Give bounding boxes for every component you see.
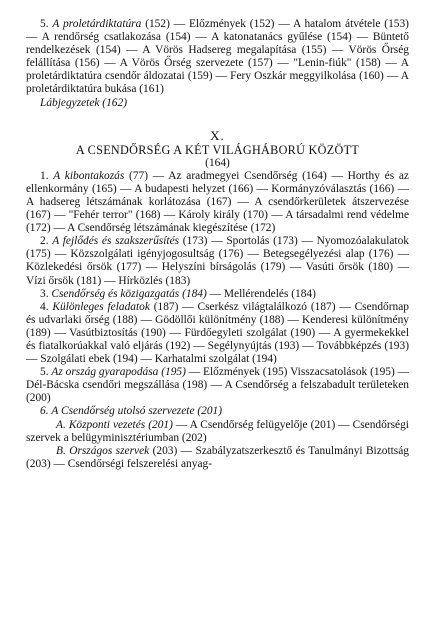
toc-entry-kibontakozas <box>26 170 409 235</box>
section-title: A proletárdiktatúra <box>52 18 142 30</box>
subsection-label: B. <box>56 444 66 457</box>
toc-entry-kulonleges <box>26 301 409 366</box>
toc-entry-notes <box>26 97 409 110</box>
section-page: (195) <box>161 366 186 379</box>
toc-entry-utolso-szervezet <box>26 405 409 418</box>
subsection-title: Központi vezetés <box>68 418 146 431</box>
subsection-title: Országos szervek <box>69 444 150 457</box>
section-title: A Csendőrség utolsó szervezete <box>51 405 195 418</box>
section-number: 3. <box>40 287 49 300</box>
chapter-page: (164) <box>205 156 230 169</box>
chapter-number: X. <box>210 127 225 143</box>
toc-subentry-kozponti <box>26 419 409 445</box>
section-subentries: (77) — Az aradmegyei Csendőrség (164) — Horthy és az ellenkormány (165) — A budapesti helyzet (166) — Kormányzóválasztás (166) — A hadsereg létszámának korlátozása (167) — A csendőrkerületek átszervezése (167) — "Fehér terror" (168) — Károly király (170) — A társadalmi rend védelme (172) — A Csendőrség létszámának kiegészítése (172) <box>26 169 409 235</box>
section-subentries: (173) — Sportolás (173) — Nyomozóalakulatok (175) — Közszolgálati igényjogosultság (176) — Betegsegélyezési alap (176) — Közlekedési őrsök (177) — Helyszíni bírságolás (179) — Vasúti őrsök (180) — Vízi őrsök (181) — Hírközlés (183) <box>26 235 409 287</box>
section-title: Csendőrség és közigazgatás <box>51 287 180 300</box>
section-subentries: — Előzmények (195) Visszacsatolások (195) — Dél-Bácska csendőri megszállása (198) — A Csendőrség a felszabadult területeken (200) <box>26 366 410 405</box>
subsection-page: (201) <box>148 418 173 431</box>
toc-entry-gyarapodas <box>26 366 409 405</box>
subsection-label: A. <box>56 418 66 431</box>
chapter-title: A CSENDŐRSÉG A KÉT VILÁGHÁBORÚ KÖZÖTT <box>75 142 360 157</box>
section-subentries: (152) — Előzmények (152) — A hatalom átvétele (153) — A rendőrség csatlakozása (154) — A katonatanács gyűlése (154) — Büntető rendelkezések (154) — A Vörös Hadsereg megalapítása (155) — Vörös Őrség felállítása (156) — A Vörös Őrség szervezete (157) — "Lenin-fiúk" (158) — A proletárdiktatúra csendőr áldozatai (159) — Fery Oszkár meggyilkolása (160) — A proletárdiktatúra bukása (161) <box>26 18 409 96</box>
section-title: Különleges feladatok <box>52 300 150 313</box>
section-number: 6. <box>40 405 49 418</box>
section-title: Az ország gyarapodása <box>51 366 159 379</box>
section-number: 2. <box>40 235 49 248</box>
section-number: 4. <box>40 300 49 313</box>
section-number: 1. <box>40 169 49 182</box>
subsection-subentries: — A Csendőrség felügyelője (201) — Csendőrségi szervek a belügyminisztériumban (202) <box>26 418 409 444</box>
section-subentries: (187) — Cserkész világtalálkozó (187) — Csendőrnap és udvarlaki őrség (188) — Gödöllői különítmény (188) — Kenderesi különítmény (189) — Vasútbiztosítás (190) — Fürdőegyleti szolgálat (190) — A gyermekekkel és fiatalkorúakkal való eljárás (192) — Segélynyújtás (193) — Továbbképzés (193) — Szolgálati ebek (194) — Karhatalmi szolgálat (194) <box>26 300 409 366</box>
section-number: 5. <box>40 18 49 30</box>
notes-label: Lábjegyzetek (162) <box>40 96 127 109</box>
section-page: (184) <box>182 287 207 300</box>
toc-subentry-orszagos <box>26 445 409 471</box>
toc-entry-fejlodes <box>26 235 409 287</box>
subsection-subentries: (203) — Szabályzatszerkesztő és Tanulmányi Bizottság (203) — Csendőrségi felszerelési anyag- <box>26 444 409 470</box>
toc-entry-kozigazgatas <box>26 288 409 301</box>
section-subentries: — Mellérendelés (184) <box>209 287 316 300</box>
section-title: A kibontakozás <box>53 169 125 182</box>
section-number: 5. <box>40 366 49 379</box>
section-title: A fejlődés és szakszerűsítés <box>52 235 180 248</box>
toc-entry-proletardiktatura <box>26 18 409 97</box>
section-page: (201) <box>197 405 223 418</box>
